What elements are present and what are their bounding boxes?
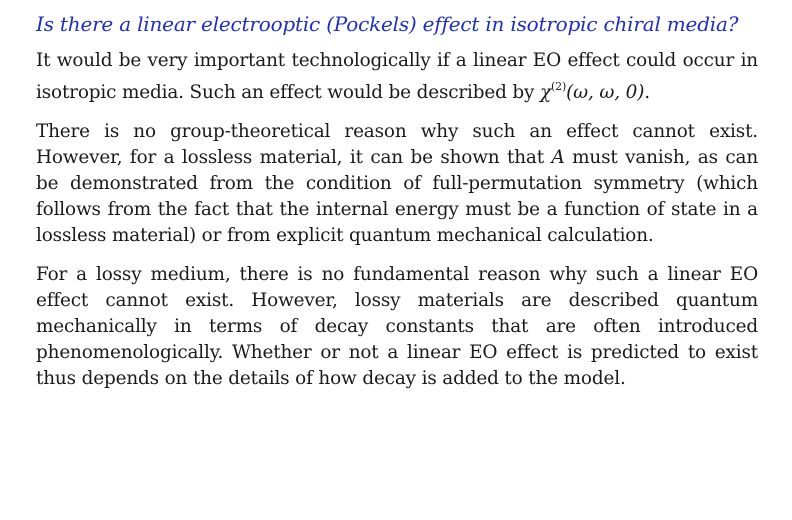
slide-content [36,10,758,392]
paragraph-2-after: must vanish, as can be demonstrated from the condition of full-permutation symmetry (which follows from the fact that the internal energy must be a function of state in a lossless material) or from explicit quantum mechanical calculation. [36,147,759,246]
tensor-a-symbol: A [551,147,565,168]
paragraph-1-end: . [644,82,650,103]
paragraph-1 [36,48,758,106]
slide-title: Is there a linear electrooptic (Pockels) effect in isotropic chiral media? [36,12,739,36]
chi-arguments: (ω, ω, 0) [566,82,645,103]
chi-symbol: χ [540,82,551,103]
paragraph-3: For a lossy medium, there is no fundamental reason why such a linear EO effect cannot exist. However, lossy materials are described quantum mechanically in terms of decay constants that are often introduced phenomenologically. Whether or not a linear EO effect is predicted to exist thus depends on the details of how decay is added to the model. [36,264,758,389]
chi-superscript: (2) [551,80,567,93]
paragraph-2 [36,119,758,249]
paragraph-2-before: There is no group-theoretical reason why such an effect cannot exist. However, for a lossless material, it can be shown that [36,121,758,168]
paragraph-1-text: It would be very important technologically if a linear EO effect could occur in isotropic media. Such an effect would be described by [36,50,758,103]
